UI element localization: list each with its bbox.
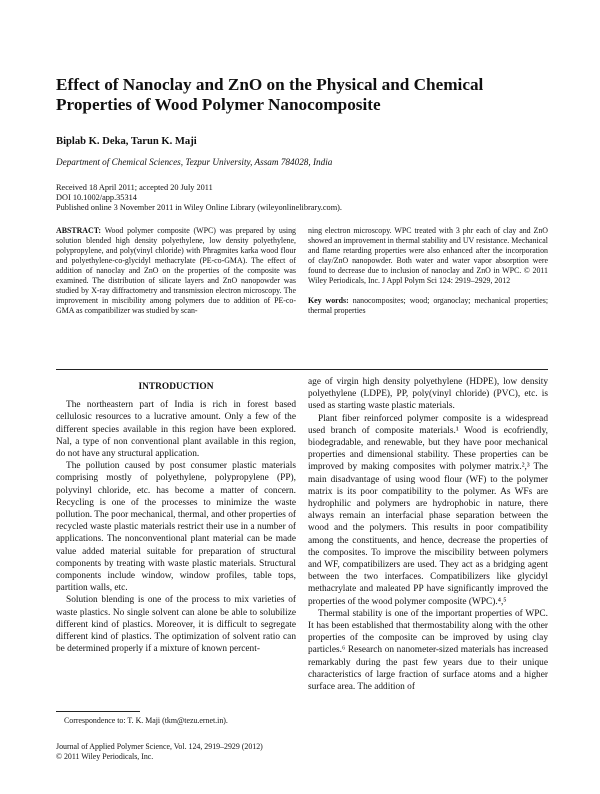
intro-paragraph-2: The pollution caused by post consumer plastic materials comprising mostly of polyethylene, polypropylene (PP), polyvinyl chloride, etc. has become a matter of concern. Recycling is one of the processes to minimize the waste pollution. The poor mechanical, thermal, and other properties of recycled waste plastic materials restrict their use in a number of applications. The nonconventional plant material can be made value added material suitable for preparation of structural components by treating with waste plastic materials. Structural components include window, window profiles, table tops, partition walls, etc. [56, 461, 296, 594]
article-dates [56, 183, 342, 213]
journal-copyright: © 2011 Wiley Periodicals, Inc. [56, 752, 154, 761]
introduction-heading: INTRODUCTION [138, 382, 214, 392]
abstract-right [308, 226, 548, 316]
intro-paragraph-1: The northeastern part of India is rich in forest based cellulosic resources to a lucrative amount. Only a few of the different species available in this region have been explored. Nal, a type of non conventional plant available in this region, do not have any structural application. [56, 400, 296, 460]
received-date: Received 18 April 2011; accepted 20 July 2011 [56, 183, 213, 192]
intro-paragraph-3: Solution blending is one of the process to mix varieties of waste plastics. No single solvent can alone be able to solubilize different kind of plastics. Moreover, it is difficult to segregate different kind of plastics. The optimization of solvent ratio can be determined properly if a mixture of known percent- [56, 595, 296, 655]
abstract-text-left: Wood polymer composite (WPC) was prepared by using solution blended high density polyethylene, low density polyethylene, polypropylene, and poly(vinyl chloride) with Phragmites karka wood flour and polyethylene-co-glycidyl methacrylate (PE-co-GMA). The effect of addition of nanoclay and ZnO on the properties of the composite was examined. The distribution of silicate layers and ZnO nanopowder was studied by X-ray diffractometry and transmission electron microscopy. The improvement in miscibility among polymers due to addition of PE-co-GMA as compatibilizer was studied by scan- [56, 226, 296, 315]
abstract-label: ABSTRACT: [56, 226, 102, 235]
footnote-divider [56, 711, 140, 712]
journal-reference: Journal of Applied Polymer Science, Vol. 124, 2919–2929 (2012) [56, 742, 263, 751]
article-title: Effect of Nanoclay and ZnO on the Physical and Chemical Properties of Wood Polymer Nanocomposite [56, 75, 484, 114]
affiliation: Department of Chemical Sciences, Tezpur University, Assam 784028, India [56, 157, 333, 167]
doi: DOI 10.1002/app.35314 [56, 193, 137, 202]
keywords-label: Key words: [308, 296, 349, 305]
body-column-left [56, 381, 296, 655]
published-date: Published online 3 November 2011 in Wiley Online Library (wileyonlinelibrary.com). [56, 203, 342, 212]
intro-continuation: age of virgin high density polyethylene (HDPE), low density polyethylene (LDPE), PP, poly(vinyl chloride) (PVC), etc. is used as starting waste plastic materials. [308, 377, 548, 412]
body-column-right [308, 376, 548, 693]
abstract-left [56, 226, 296, 316]
section-divider [56, 369, 548, 370]
intro-paragraph-5: Thermal stability is one of the important properties of WPC. It has been established that thermostability along with the other properties of the composite can be improved by using clay particles.⁶ Research on nanometer-sized materials has increased remarkably during the past few years due to their unique characteristics of large fraction of surface atoms and a higher surface area. The addition of [308, 608, 548, 693]
journal-citation [56, 742, 263, 762]
abstract-text-right: ning electron microscopy. WPC treated with 3 phr each of clay and ZnO showed an improvement in thermal stability and UV resistance. Mechanical and flame retarding properties were also enhanced after the incorporation of clay/ZnO nanopowder. Both water and water vapor absorption were found to decrease due to inclusion of nanoclay and ZnO in WPC. © 2011 Wiley Periodicals, Inc. J Appl Polym Sci 124: 2919–2929, 2012 [308, 226, 548, 285]
intro-paragraph-4: Plant fiber reinforced polymer composite is a widespread used branch of composite materials.¹ Wood is ecofriendly, biodegradable, and renewable, but they have poor mechanical properties and dimensional stability. These properties can be improved by making composites with polymer matrix.²,³ The main disadvantage of using wood flour (WF) to the polymer matrix is its poor compatibility to the polymer. As WFs are hydrophilic and polymers are hydrophobic in nature, there always remain an interfacial phase separation between the wood and the polymers. This results in poor compatibility among the constituents, and hence, decrease the properties of the composites. To improve the miscibility between polymers and WF, compatibilizers are used. They act as a bridging agent between the two interfaces. Compatibilizers like glycidyl methacrylate and maleated PP have significantly improved the properties of the wood polymer composite (WPC).⁴,⁵ [308, 413, 548, 607]
keywords-text: nanocomposites; wood; organoclay; mechanical properties; thermal properties [308, 296, 549, 315]
author-list: Biplab K. Deka, Tarun K. Maji [56, 136, 197, 147]
keywords [308, 296, 548, 316]
correspondence-footnote: Correspondence to: T. K. Maji (tkm@tezu.ernet.in). [64, 716, 228, 725]
